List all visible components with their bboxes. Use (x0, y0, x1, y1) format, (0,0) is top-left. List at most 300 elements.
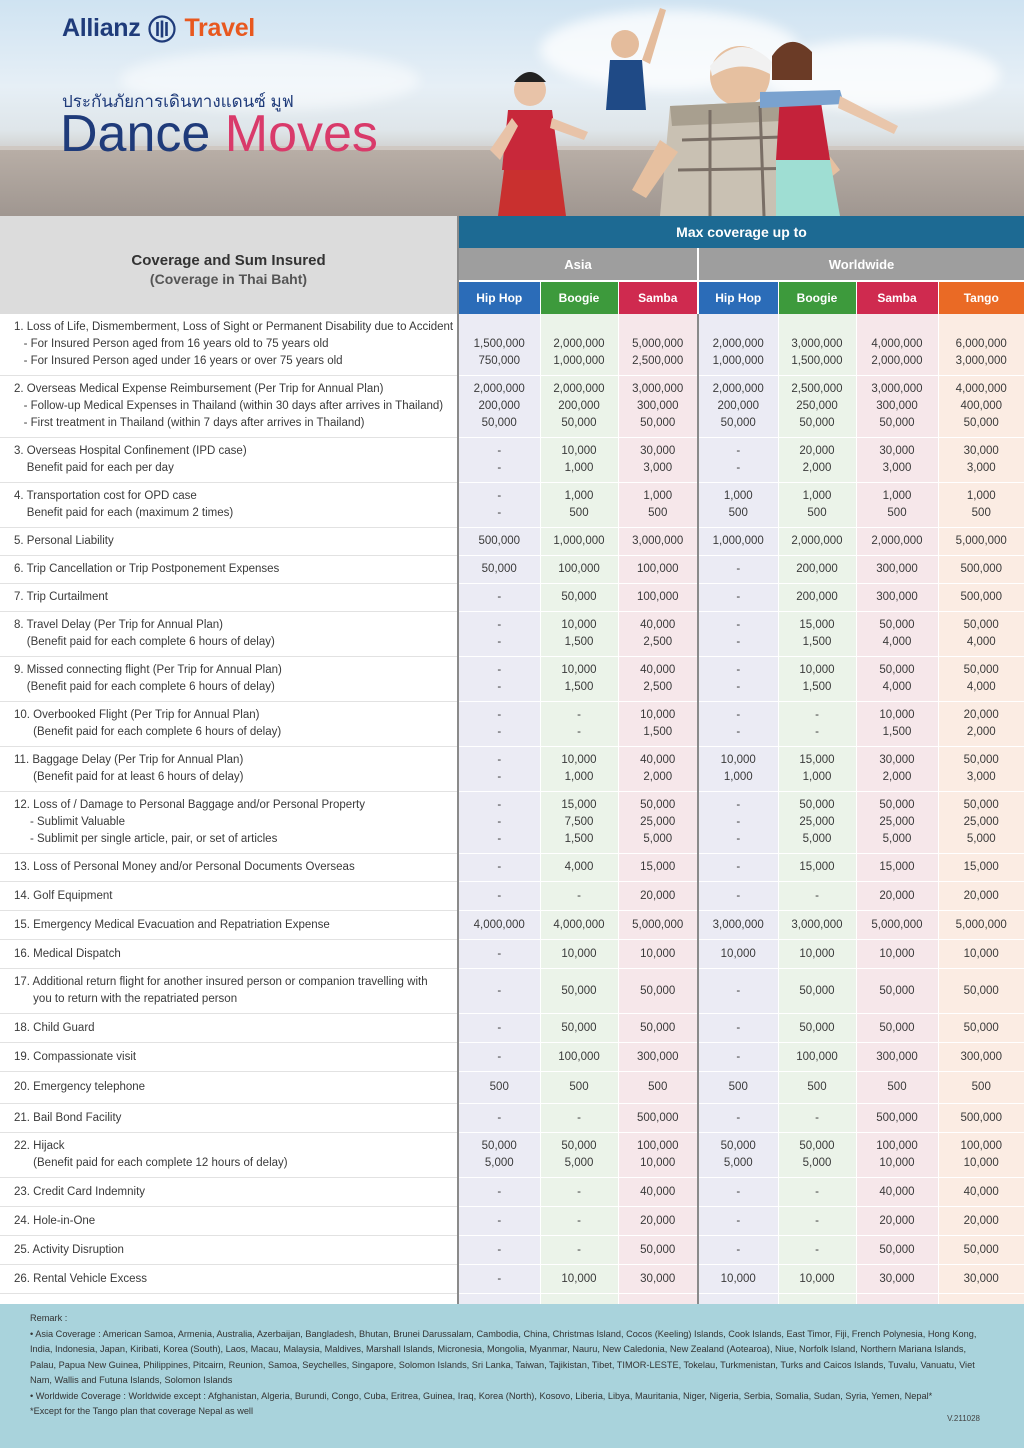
coverage-value: 10,000 1,500 (540, 612, 618, 657)
coverage-value: - (458, 1043, 540, 1072)
table-row (0, 969, 1024, 1014)
plan-worldwide-boogie: Boogie (778, 281, 856, 314)
coverage-item-line: 9. Missed connecting flight (Per Trip for Annual Plan) (14, 664, 282, 676)
coverage-value: 50,000 5,000 (778, 1133, 856, 1178)
coverage-item-line: (Benefit paid for at least 6 hours of delay) (14, 771, 244, 783)
coverage-value: 500,000 (938, 1104, 1024, 1133)
coverage-item-line: 25. Activity Disruption (14, 1243, 124, 1256)
coverage-value: 50,000 3,000 (938, 747, 1024, 792)
coverage-value: - - (698, 438, 778, 483)
coverage-title: Coverage and Sum Insured (131, 251, 326, 269)
dancers-photo (420, 0, 940, 216)
coverage-item (0, 1072, 458, 1104)
coverage-value: - (540, 882, 618, 911)
coverage-value: - - - (698, 792, 778, 854)
coverage-value: 50,000 (540, 1014, 618, 1043)
coverage-value: 500,000 (458, 528, 540, 556)
coverage-value: 15,000 7,500 1,500 (540, 792, 618, 854)
coverage-value: 15,000 (938, 854, 1024, 882)
coverage-value: 50,000 25,000 5,000 (856, 792, 938, 854)
coverage-value: - - (540, 702, 618, 747)
coverage-value: 10,000 1,500 (540, 657, 618, 702)
coverage-value: 10,000 (698, 940, 778, 969)
coverage-value: 20,000 (938, 882, 1024, 911)
coverage-item-line: 19. Compassionate visit (14, 1050, 137, 1063)
coverage-value: 10,000 1,000 (540, 747, 618, 792)
coverage-item-line: 23. Credit Card Indemnity (14, 1185, 146, 1198)
coverage-value: - (698, 969, 778, 1014)
coverage-value: 10,000 (856, 940, 938, 969)
table-row (0, 747, 1024, 792)
coverage-item-line: 2. Overseas Medical Expense Reimbursement (Per Trip for Annual Plan) (14, 383, 384, 395)
coverage-item-line: 17. Additional return flight for another insured person or companion travelling with (14, 976, 428, 988)
coverage-item (0, 314, 458, 376)
coverage-value: 10,000 (540, 1265, 618, 1294)
coverage-value: 3,000,000 300,000 50,000 (856, 376, 938, 438)
coverage-value: 1,000 500 (856, 483, 938, 528)
version-label: V.211028 (947, 1413, 980, 1423)
coverage-value: 100,000 (618, 556, 698, 584)
coverage-value: - (540, 1207, 618, 1236)
coverage-value: 20,000 (938, 1207, 1024, 1236)
coverage-item (0, 854, 458, 882)
coverage-value: - (698, 854, 778, 882)
coverage-value: 4,000,000 2,000,000 (856, 314, 938, 376)
coverage-item-line: Benefit paid for each per day (14, 462, 174, 474)
brand-logo (62, 14, 255, 43)
plan-worldwide-samba: Samba (856, 281, 938, 314)
table-row (0, 584, 1024, 612)
coverage-table-container (0, 216, 1024, 1327)
coverage-item (0, 911, 458, 940)
coverage-value: 100,000 (540, 1043, 618, 1072)
coverage-item (0, 1178, 458, 1207)
plan-asia-hip-hop: Hip Hop (458, 281, 540, 314)
coverage-value: 500 (618, 1072, 698, 1104)
coverage-value: 50,000 25,000 5,000 (938, 792, 1024, 854)
coverage-item (0, 882, 458, 911)
coverage-value: 50,000 (618, 1014, 698, 1043)
coverage-value: 5,000,000 2,500,000 (618, 314, 698, 376)
coverage-value: 10,000 1,000 (698, 747, 778, 792)
coverage-value: 100,000 10,000 (618, 1133, 698, 1178)
coverage-value: - - (778, 702, 856, 747)
coverage-item-line: 16. Medical Dispatch (14, 947, 121, 960)
table-row (0, 483, 1024, 528)
coverage-value: 15,000 1,000 (778, 747, 856, 792)
coverage-value: 50,000 25,000 5,000 (778, 792, 856, 854)
hero-banner (0, 0, 1024, 216)
coverage-value: - (778, 1207, 856, 1236)
remarks-section (0, 1304, 1024, 1448)
coverage-value: 50,000 (856, 1236, 938, 1265)
coverage-value: 5,000,000 (938, 911, 1024, 940)
coverage-value: - - (698, 702, 778, 747)
coverage-value: 1,000 500 (540, 483, 618, 528)
coverage-item (0, 747, 458, 792)
coverage-subtitle: (Coverage in Thai Baht) (149, 270, 308, 287)
coverage-value: 20,000 (618, 1207, 698, 1236)
coverage-value: 100,000 (540, 556, 618, 584)
coverage-value: 500 (540, 1072, 618, 1104)
coverage-item (0, 940, 458, 969)
coverage-item-line: (Benefit paid for each complete 6 hours of delay) (14, 681, 275, 693)
coverage-value: 3,000,000 1,500,000 (778, 314, 856, 376)
coverage-value: 5,000,000 (618, 911, 698, 940)
coverage-value: - (458, 1207, 540, 1236)
coverage-value: - (540, 1236, 618, 1265)
coverage-value: - (458, 1104, 540, 1133)
coverage-item (0, 612, 458, 657)
coverage-value: 10,000 (778, 940, 856, 969)
coverage-item-line: - Follow-up Medical Expenses in Thailand (within 30 days after arrives in Thailand) (14, 400, 444, 412)
coverage-value: 50,000 (938, 1236, 1024, 1265)
allianz-eagle-icon (148, 15, 176, 43)
coverage-value: 50,000 5,000 (540, 1133, 618, 1178)
coverage-item (0, 1043, 458, 1072)
coverage-header (0, 216, 458, 314)
coverage-value: 1,000 500 (938, 483, 1024, 528)
coverage-item-line: - For Insured Person aged under 16 years or over 75 years old (14, 355, 343, 367)
coverage-value: 40,000 2,500 (618, 657, 698, 702)
coverage-value: - - (698, 657, 778, 702)
plan-worldwide-hip-hop: Hip Hop (698, 281, 778, 314)
coverage-value: 500 (698, 1072, 778, 1104)
coverage-value: 2,500,000 250,000 50,000 (778, 376, 856, 438)
coverage-value: 30,000 (856, 1265, 938, 1294)
coverage-value: 300,000 (938, 1043, 1024, 1072)
brand-name: Allianz (62, 14, 141, 42)
coverage-item (0, 792, 458, 854)
coverage-item-line: 4. Transportation cost for OPD case (14, 490, 197, 502)
coverage-item-line: 24. Hole-in-One (14, 1214, 96, 1227)
coverage-value: - (778, 1178, 856, 1207)
coverage-item-line: (Benefit paid for each complete 6 hours of delay) (14, 636, 275, 648)
coverage-value: 30,000 3,000 (856, 438, 938, 483)
table-row (0, 657, 1024, 702)
coverage-value: 50,000 4,000 (856, 612, 938, 657)
coverage-value: 300,000 (856, 584, 938, 612)
coverage-value: 30,000 2,000 (856, 747, 938, 792)
coverage-value: 2,000,000 (856, 528, 938, 556)
coverage-value: - (540, 1178, 618, 1207)
table-row (0, 612, 1024, 657)
table-row (0, 1133, 1024, 1178)
coverage-value: 20,000 (856, 882, 938, 911)
coverage-item (0, 1104, 458, 1133)
plan-asia-boogie: Boogie (540, 281, 618, 314)
coverage-value: 40,000 2,500 (618, 612, 698, 657)
coverage-value: 40,000 2,000 (618, 747, 698, 792)
table-row (0, 1236, 1024, 1265)
coverage-item (0, 584, 458, 612)
coverage-item-line: 13. Loss of Personal Money and/or Personal Documents Overseas (14, 861, 355, 873)
coverage-item-line: 8. Travel Delay (Per Trip for Annual Plan) (14, 619, 224, 631)
coverage-value: - (778, 882, 856, 911)
table-row (0, 882, 1024, 911)
coverage-item-line: - Sublimit per single article, pair, or set of articles (14, 833, 278, 845)
coverage-value: - (458, 1178, 540, 1207)
table-row (0, 1207, 1024, 1236)
table-row (0, 792, 1024, 854)
coverage-value: 50,000 5,000 (698, 1133, 778, 1178)
coverage-value: 300,000 (856, 556, 938, 584)
coverage-value: 10,000 (698, 1265, 778, 1294)
coverage-value: - (698, 1104, 778, 1133)
coverage-item (0, 438, 458, 483)
coverage-value: 30,000 3,000 (618, 438, 698, 483)
coverage-item-line: 11. Baggage Delay (Per Trip for Annual Plan) (14, 754, 244, 766)
coverage-value: - (698, 1207, 778, 1236)
table-row (0, 854, 1024, 882)
coverage-value: 4,000,000 (540, 911, 618, 940)
coverage-value: 1,000 500 (618, 483, 698, 528)
coverage-item-line: 1. Loss of Life, Dismemberment, Loss of Sight or Permanent Disability due to Accident (14, 321, 454, 333)
coverage-table (0, 216, 1024, 1327)
coverage-value: 2,000,000 1,000,000 (698, 314, 778, 376)
coverage-value: 1,500,000 750,000 (458, 314, 540, 376)
coverage-value: 10,000 1,000 (540, 438, 618, 483)
coverage-value: 300,000 (618, 1043, 698, 1072)
coverage-value: 50,000 4,000 (938, 612, 1024, 657)
coverage-item-line: - First treatment in Thailand (within 7 days after arrives in Thailand) (14, 417, 365, 429)
coverage-item-line: Benefit paid for each (maximum 2 times) (14, 507, 234, 519)
coverage-value: 500,000 (618, 1104, 698, 1133)
coverage-value: - - (698, 612, 778, 657)
coverage-value: - (458, 1236, 540, 1265)
coverage-value: 3,000,000 (778, 911, 856, 940)
coverage-value: - (698, 1236, 778, 1265)
max-coverage-header: Max coverage up to (458, 216, 1024, 248)
coverage-item (0, 483, 458, 528)
coverage-value: 10,000 (938, 940, 1024, 969)
coverage-value: 1,000,000 (698, 528, 778, 556)
coverage-value: 20,000 2,000 (938, 702, 1024, 747)
table-row (0, 1072, 1024, 1104)
coverage-value: 500 (856, 1072, 938, 1104)
title-moves: Moves (224, 105, 378, 163)
coverage-value: - (698, 882, 778, 911)
coverage-value: - (458, 584, 540, 612)
coverage-value: 2,000,000 200,000 50,000 (540, 376, 618, 438)
coverage-value: 3,000,000 300,000 50,000 (618, 376, 698, 438)
title-dance: Dance (60, 105, 211, 163)
coverage-value: 15,000 1,500 (778, 612, 856, 657)
coverage-value: - (458, 854, 540, 882)
coverage-value: 15,000 (618, 854, 698, 882)
coverage-item (0, 1207, 458, 1236)
coverage-value: 4,000,000 400,000 50,000 (938, 376, 1024, 438)
coverage-item (0, 376, 458, 438)
coverage-value: - (458, 1014, 540, 1043)
coverage-item (0, 528, 458, 556)
table-row (0, 1104, 1024, 1133)
coverage-value: 500 (938, 1072, 1024, 1104)
coverage-item-line: 14. Golf Equipment (14, 889, 113, 902)
coverage-item-line: 26. Rental Vehicle Excess (14, 1272, 147, 1285)
table-row (0, 556, 1024, 584)
coverage-value: 50,000 (778, 1014, 856, 1043)
coverage-value: 500 (778, 1072, 856, 1104)
coverage-value: 50,000 4,000 (856, 657, 938, 702)
coverage-item-line: - For Insured Person aged from 16 years old to 75 years old (14, 338, 329, 350)
coverage-value: 5,000,000 (938, 528, 1024, 556)
coverage-value: 50,000 (856, 1014, 938, 1043)
coverage-value: 1,000 500 (778, 483, 856, 528)
coverage-value: 50,000 (856, 969, 938, 1014)
coverage-value: 6,000,000 3,000,000 (938, 314, 1024, 376)
coverage-value: 500,000 (856, 1104, 938, 1133)
coverage-value: 50,000 25,000 5,000 (618, 792, 698, 854)
region-worldwide-header: Worldwide (698, 248, 1024, 281)
coverage-value: - (458, 940, 540, 969)
coverage-value: 20,000 2,000 (778, 438, 856, 483)
coverage-value: 3,000,000 (618, 528, 698, 556)
table-row (0, 940, 1024, 969)
coverage-table-body (0, 314, 1024, 1327)
coverage-value: 50,000 (938, 1014, 1024, 1043)
region-asia-header: Asia (458, 248, 698, 281)
coverage-item-line: 15. Emergency Medical Evacuation and Repatriation Expense (14, 918, 330, 931)
coverage-value: 10,000 1,500 (618, 702, 698, 747)
coverage-value: 500,000 (938, 584, 1024, 612)
coverage-value: - - (458, 612, 540, 657)
coverage-item (0, 556, 458, 584)
coverage-item (0, 657, 458, 702)
brand-product: Travel (184, 14, 255, 42)
coverage-value: 15,000 (856, 854, 938, 882)
coverage-item-line: (Benefit paid for each complete 6 hours of delay) (14, 726, 282, 738)
coverage-value: 2,000,000 (778, 528, 856, 556)
coverage-value: 2,000,000 1,000,000 (540, 314, 618, 376)
coverage-value: 50,000 (938, 969, 1024, 1014)
table-row (0, 438, 1024, 483)
coverage-value: 100,000 (618, 584, 698, 612)
coverage-value: 40,000 (856, 1178, 938, 1207)
coverage-value: - (698, 1178, 778, 1207)
coverage-item-line: you to return with the repatriated person (14, 993, 238, 1005)
coverage-value: - (698, 584, 778, 612)
plan-worldwide-tango: Tango (938, 281, 1024, 314)
coverage-value: - - (458, 483, 540, 528)
coverage-value: 500 (458, 1072, 540, 1104)
coverage-item-line: - Sublimit Valuable (14, 816, 126, 828)
coverage-value: - - (458, 702, 540, 747)
coverage-value: 50,000 (618, 1236, 698, 1265)
table-row (0, 1043, 1024, 1072)
coverage-item (0, 1014, 458, 1043)
coverage-value: 4,000,000 (458, 911, 540, 940)
coverage-value: 500,000 (938, 556, 1024, 584)
coverage-value: - (458, 1265, 540, 1294)
coverage-value: 50,000 (540, 969, 618, 1014)
coverage-value: 20,000 (856, 1207, 938, 1236)
coverage-value: 10,000 (540, 940, 618, 969)
coverage-value: 50,000 5,000 (458, 1133, 540, 1178)
coverage-value: - (778, 1104, 856, 1133)
coverage-value: 20,000 (618, 882, 698, 911)
remarks-asia-coverage: • Asia Coverage : American Samoa, Armenia, Australia, Azerbaijan, Bangladesh, Bhutan, Brunei Darussalam, Cambodia, China, Christmas Island, Cocos (Keeling) Islands, Cook Islands, East Timor, Fiji, French Polynesia, Hong Kong, India, Indonesia, Japan, Kiribati, Korea (South), Laos, Macau, Malaysia, Maldives, Marshall Islands, Micronesia, Mongolia, Myanmar, Nauru, New Caledonia, New Zealand (Aotearoa), Niue, Norfolk Island, Northern Mariana Islands, Palau, Papua New Guinea, Philippines, Pitcairn, Reunion, Samoa, Seychelles, Singapore, Solomon Islands, Sri Lanka, Taiwan, Tajikistan, Tibet, TIMOR-LESTE, Tokelau, Turkmenistan, Turks and Caicos Islands, Tuvalu, Vanuatu, Viet Nam, Wallis and Futuna Islands, Solomon Islands (30, 1328, 977, 1385)
coverage-item-line: 3. Overseas Hospital Confinement (IPD case) (14, 445, 247, 457)
coverage-value: 3,000,000 (698, 911, 778, 940)
coverage-value: - (540, 1104, 618, 1133)
coverage-value: 2,000,000 200,000 50,000 (458, 376, 540, 438)
table-row (0, 528, 1024, 556)
coverage-value: 100,000 10,000 (856, 1133, 938, 1178)
coverage-value: 100,000 10,000 (938, 1133, 1024, 1178)
coverage-item-line: 22. Hijack (14, 1140, 65, 1152)
coverage-value: - (698, 556, 778, 584)
coverage-item (0, 969, 458, 1014)
coverage-value: 1,000,000 (540, 528, 618, 556)
table-row (0, 376, 1024, 438)
coverage-value: 1,000 500 (698, 483, 778, 528)
coverage-item-line: 12. Loss of / Damage to Personal Baggage and/or Personal Property (14, 799, 365, 811)
coverage-item-line: 6. Trip Cancellation or Trip Postponement Expenses (14, 563, 280, 575)
coverage-value: - (698, 1014, 778, 1043)
coverage-value: 10,000 (778, 1265, 856, 1294)
coverage-value: - (458, 969, 540, 1014)
coverage-value: 2,000,000 200,000 50,000 (698, 376, 778, 438)
coverage-value: 200,000 (778, 556, 856, 584)
coverage-item-line: (Benefit paid for each complete 12 hours of delay) (14, 1157, 288, 1169)
coverage-value: 40,000 (618, 1178, 698, 1207)
table-row (0, 1178, 1024, 1207)
coverage-value: 50,000 (540, 584, 618, 612)
coverage-value: 50,000 (618, 969, 698, 1014)
coverage-value: 50,000 (458, 556, 540, 584)
coverage-item-line: 5. Personal Liability (14, 535, 114, 547)
table-row (0, 911, 1024, 940)
coverage-value: - - (458, 438, 540, 483)
coverage-item-line: 10. Overbooked Flight (Per Trip for Annual Plan) (14, 709, 260, 721)
coverage-value: - - (458, 747, 540, 792)
coverage-value: - - - (458, 792, 540, 854)
remarks-tango-note: *Except for the Tango plan that coverage Nepal as well (30, 1406, 254, 1416)
coverage-value: - (698, 1043, 778, 1072)
coverage-item (0, 702, 458, 747)
coverage-item-line: 7. Trip Curtailment (14, 591, 108, 603)
coverage-item-line: 18. Child Guard (14, 1021, 95, 1034)
coverage-item (0, 1265, 458, 1294)
remarks-title: Remark : (30, 1313, 68, 1323)
coverage-value: - (458, 882, 540, 911)
table-row (0, 702, 1024, 747)
coverage-item (0, 1133, 458, 1178)
coverage-value: 5,000,000 (856, 911, 938, 940)
coverage-value: 15,000 (778, 854, 856, 882)
page-title (60, 106, 378, 163)
table-row (0, 314, 1024, 376)
coverage-value: 40,000 (938, 1178, 1024, 1207)
table-row (0, 1265, 1024, 1294)
coverage-value: - - (458, 657, 540, 702)
coverage-value: 10,000 1,500 (856, 702, 938, 747)
coverage-value: 100,000 (778, 1043, 856, 1072)
coverage-value: - (778, 1236, 856, 1265)
coverage-item-line: 20. Emergency telephone (14, 1081, 146, 1093)
coverage-value: 50,000 4,000 (938, 657, 1024, 702)
coverage-value: 10,000 1,500 (778, 657, 856, 702)
thai-title: ประกันภัยการเดินทางแดนซ์ มูฟ (62, 92, 294, 111)
coverage-value: 200,000 (778, 584, 856, 612)
coverage-value: 30,000 3,000 (938, 438, 1024, 483)
coverage-value: 4,000 (540, 854, 618, 882)
coverage-value: 300,000 (856, 1043, 938, 1072)
table-row (0, 1014, 1024, 1043)
coverage-item-line: 21. Bail Bond Facility (14, 1111, 122, 1124)
coverage-item (0, 1236, 458, 1265)
